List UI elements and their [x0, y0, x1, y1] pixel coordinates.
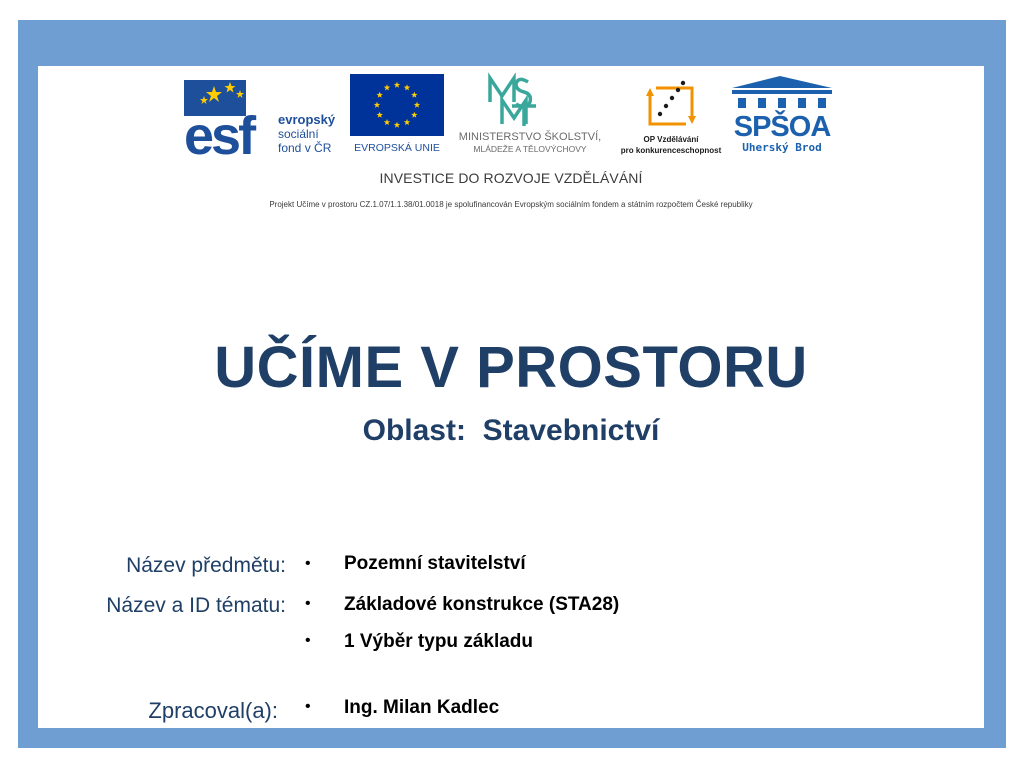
eu-flag-icon — [350, 74, 446, 156]
page-title: UČÍME V PROSTORU — [214, 335, 808, 400]
msmt-line2: MLÁDEŽE A TĚLOVÝCHOVY — [473, 144, 587, 154]
predmet-value: Pozemní stavitelství — [344, 553, 526, 574]
bullet-icon: • — [305, 595, 311, 612]
op-arrows-icon — [616, 76, 726, 158]
tema-item: 1 Výběr typu základu — [344, 631, 534, 652]
spsoa-logo — [728, 74, 840, 156]
bullet-icon: • — [305, 698, 311, 715]
predmet-label: Název předmětu: — [126, 554, 286, 577]
svg-text:esf: esf — [184, 106, 254, 156]
bullet-icon: • — [305, 555, 311, 572]
zpracoval-label: Zpracoval(a): — [148, 698, 278, 723]
bullet-icon: • — [305, 632, 311, 649]
esf-line3: fond v ČR — [278, 141, 332, 155]
project-funding-note: Projekt Učíme v prostoru CZ.1.07/1.1.38/01.0018 je spolufinancován Evropským sociálním fondem a státním rozpočtem České republiky — [269, 200, 753, 209]
msmt-line1: MINISTERSTVO ŠKOLSTVÍ, — [458, 131, 602, 143]
investice-heading: INVESTICE DO ROZVOJE VZDĚLÁVÁNÍ — [379, 170, 643, 186]
esf-logo — [184, 80, 350, 156]
tema-value: Základové konstrukce (STA28) — [344, 594, 620, 615]
eu-logo — [350, 74, 446, 156]
op-line2: pro konkurenceschopnost — [620, 146, 722, 155]
eu-caption: EVROPSKÁ UNIE — [354, 142, 440, 154]
esf-line1: evropský — [278, 112, 336, 127]
spsoa-place: Uherský Brod — [742, 141, 822, 154]
spsoa-mark: SPŠOA — [733, 111, 831, 143]
school-building-icon — [728, 74, 840, 156]
op-logo — [616, 76, 726, 158]
slide — [38, 66, 984, 728]
op-line1: OP Vzdělávání — [643, 135, 699, 144]
msmt-logo — [450, 72, 610, 158]
logo-bar — [184, 72, 840, 158]
esf-logo-icon — [184, 80, 350, 156]
page-subtitle: Oblast: Stavebnictví — [362, 414, 660, 447]
esf-line2: sociální — [278, 127, 319, 141]
zpracoval-value: Ing. Milan Kadlec — [344, 697, 500, 718]
msmt-monogram-icon — [450, 72, 610, 158]
tema-label: Název a ID tématu: — [106, 594, 286, 617]
